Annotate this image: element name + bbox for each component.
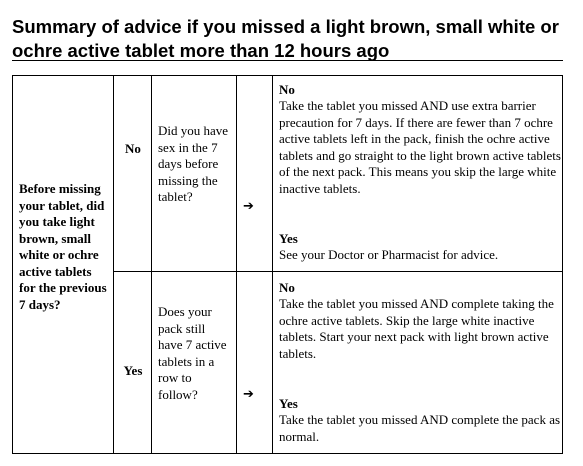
col-divider-2 [151,75,152,454]
arrow-icon: ➔ [243,387,254,402]
outcome-label-yes: Yes [279,396,298,411]
outcome-label-yes: Yes [279,231,298,246]
col-divider-3 [236,75,237,454]
arrow-icon: ➔ [243,199,254,214]
col-divider-1 [113,75,114,454]
outcome-text: Take the tablet you missed AND complete the pack as normal. [279,412,561,444]
outcome-text: See your Doctor or Pharmacist for advice. [279,247,499,262]
page-title: Summary of advice if you missed a light brown, small white or ochre active tablet more than 12 hours ago [12,16,559,61]
row-divider [113,271,563,272]
outcome-text: Take the tablet you missed AND complete taking the ochre active tablets. Skip the large white inactive tablets. Start your next pack with light brown active tablets. [279,296,554,361]
title-underline [12,60,563,61]
sub-question-sex: Did you have sex in the 7 days before missing the tablet? [158,123,229,204]
sub-question-pack: Does your pack still have 7 active tablets in a row to follow? [158,304,227,402]
row-label-no: No [125,141,141,156]
outcome-label-no: No [279,280,295,295]
outcome-text: Take the tablet you missed AND use extra barrier precaution for 7 days. If there are fewer than 7 ochre active tablets left in the pack, finish the ochre active tablets and go straight to the light brown active tablets of the next pack. This means you skip the large white inactive tablets. [279,98,561,196]
col-divider-4 [272,75,273,454]
row-label-yes: Yes [123,363,143,378]
main-question: Before missing your tablet, did you take light brown, small white or ochre active tablets for the previous 7 days? [19,181,107,312]
outcome-label-no: No [279,82,295,97]
